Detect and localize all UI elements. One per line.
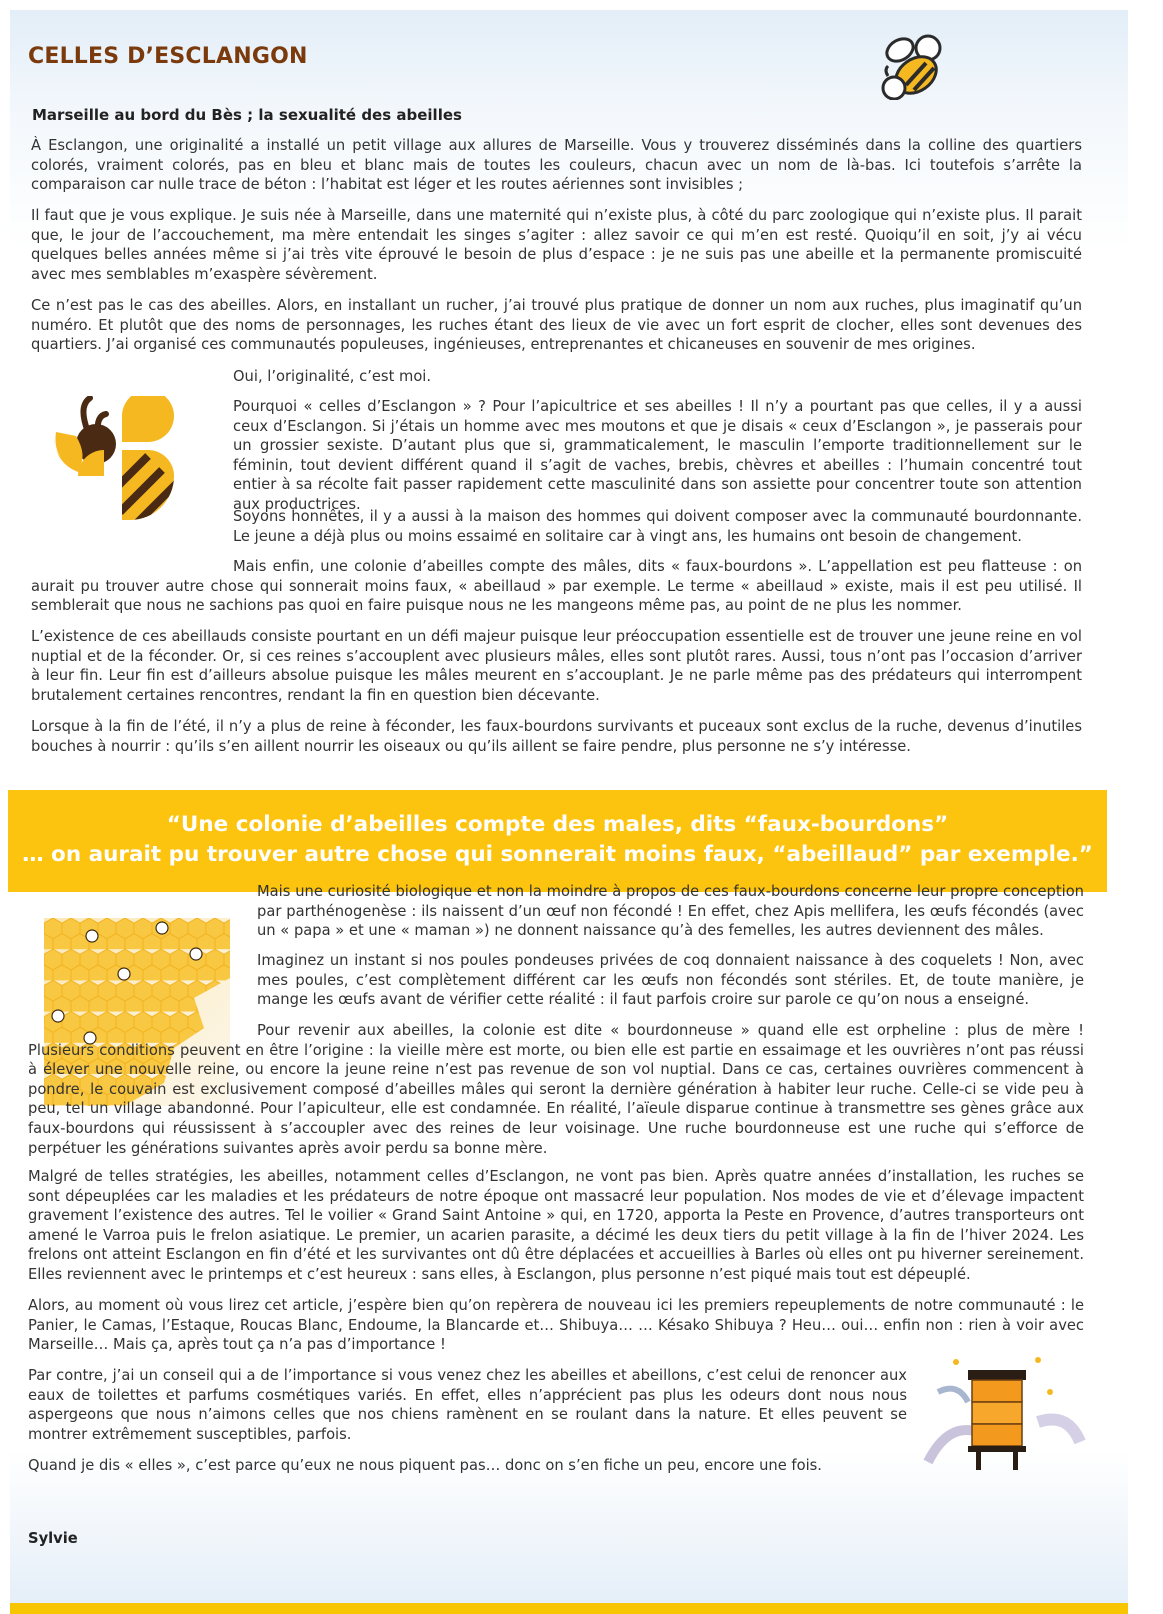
paragraph-4: Oui, l’originalité, c’est moi.	[233, 368, 432, 385]
paragraph-15: Par contre, j’ai un conseil qui a de l’importance si vous venez chez les abeilles et abeillons, c’est celui de renoncer aux eaux de toilettes et parfums cosmétiques variés. En effet, elles n’apprécient pas plus les odeurs dont nous nous aspergeons que nous n’aimons celles que nos chiens ramènent en se roulant dans la nature. Et elles peuvent se montrer extrêmement susceptibles, parfois.	[28, 1367, 907, 1443]
paragraph-1: À Esclangon, une originalité a installé un petit village aux allures de Marseille. Vous y trouverez disséminés dans la colline des quartiers colorés, vraiment colorés, pas en bleu et blanc mais de toutes les couleurs, chacun avec un nom de là-bas. Ici toutefois s’arrête la comparaison car nulle trace de béton : l’habitat est léger et les routes aériennes sont invisibles ;	[31, 137, 1082, 194]
paragraph-13: Malgré de telles stratégies, les abeilles, notamment celles d’Esclangon, ne vont pas bien. Après quatre années d’installation, les ruches se sont dépeuplées car les maladies et les prédateurs de notre époque ont massacré leur population. Nos modes de vie et d’élevage impactent gravement l’existence des autres. Tel le voilier « Grand Saint Antoine » qui, en 1720, apporta la Peste en Provence, d’autres transporteurs ont amené le Varroa puis le frelon asiatique. Le premier, un acarien parasite, a décimé les deux tiers du petit village à la fin de l’hiver 2024. Les frelons ont atteint Esclangon en fin d’été et les survivantes ont dû être déplacées et accueillies à Barles où elles ont pu hiverner sereinement. Elles reviennent avec le printemps et c’est heureux : sans elles, à Esclangon, plus personne n’est piqué mais tout est dépeuplé.	[28, 1168, 1084, 1283]
article-subtitle: Marseille au bord du Bès ; la sexualité des abeilles	[32, 106, 462, 124]
paragraph-10: Mais une curiosité biologique et non la moindre à propos de ces faux-bourdons concerne leur propre conception par parthénogenèse : ils naissent d’un œuf non fécondé ! En effet, chez Apis mellifera, les œufs fécondés (avec un « papa » et une « maman ») ne donnent naissance qu’à des femelles, les autres deviennent des mâles.	[257, 883, 1084, 940]
paragraph-7: Mais enfin, une colonie d’abeilles compte des mâles, dits « faux-bourdons ». L’appellation est peu flatteuse : on aurait pu trouver autre chose qui sonnerait moins faux, « abeillaud » par exemple. Le terme « abeillaud » existe, mais il est peu utilisé. Il semblerait que nous ne sachions pas quoi en faire puisque nous ne les mangeons même pas, au point de ne plus les nommer.	[31, 558, 1082, 615]
pull-quote-band	[8, 790, 1107, 892]
paragraph-14: Alors, au moment où vous lirez cet article, j’espère bien qu’on repèrera de nouveau ici les premiers repeuplements de notre communauté : le Panier, le Camas, l’Estaque, Roucas Blanc, Endoume, la Blancarde et… Shibuya… … Késako Shibuya ? Heu… oui… enfin non : rien à voir avec Marseille… Mais ça, après tout ça n’a pas d’importance !	[28, 1297, 1084, 1354]
paragraph-5: Pourquoi « celles d’Esclangon » ? Pour l’apicultrice et ses abeilles ! Il n’y a pourtant pas que celles, il y a aussi ceux d’Esclangon. Si j’étais un homme avec mes moutons et que je disais « ceux d’Esclangon », je passerais pour un grossier sexiste. D’autant plus que si, grammaticalement, le masculin l’emporte traditionnellement sur le féminin, tout devient différent quand il s’agit de vaches, brebis, chèvres et abeilles : l’humain concentré tout entier à sa récolte fait passer rapidement cette masculinité dans son assiette pour concentrer toute son attention aux productrices.	[233, 398, 1082, 513]
paragraph-2: Il faut que je vous explique. Je suis née à Marseille, dans une maternité qui n’existe plus, à côté du parc zoologique qui n’existe plus. Il parait que, le jour de l’accouchement, ma mère entendait les singes s’agiter : allez savoir ce qui m’en est resté. Quoiqu’il en soit, j’y ai vécu quelques belles années même si j’ai très vite éprouvé le besoin de plus d’espace : je ne suis pas une abeille et la permanente promiscuité avec mes semblables m’exaspère sévèrement.	[31, 207, 1082, 283]
stylized-bee-illustration	[48, 396, 188, 526]
pull-quote-line-1: “Une colonie d’abeilles compte des males, dits “faux-bourdons”	[166, 812, 949, 837]
author-signature: Sylvie	[28, 1530, 78, 1547]
paragraph-11: Imaginez un instant si nos poules pondeuses privées de coq donnaient naissance à des coquelets ! Non, avec mes poules, c’est complètement différent car les œufs non fécondés sont stériles. Et, de toute manière, je mange les œufs avant de vérifier cette réalité : il faut parfois croire sur parole ce qu’on nous a enseigné.	[257, 952, 1084, 1009]
footer-bar	[10, 1603, 1128, 1614]
paragraph-6: Soyons honnêtes, il y a aussi à la maison des hommes qui doivent composer avec la communauté bourdonnante. Le jeune a déjà plus ou moins essaimé en solitaire car à vingt ans, les humains ont besoin de changement.	[233, 508, 1082, 545]
paragraph-9: Lorsque à la fin de l’été, il n’y a plus de reine à féconder, les faux-bourdons survivants et puceaux sont exclus de la ruche, devenus d’inutiles bouches à nourrir : qu’ils s’en aillent nourrir les oiseaux ou qu’ils aillent se faire pendre, plus personne ne s’y intéresse.	[31, 718, 1082, 755]
beehive-illustration	[918, 1352, 1088, 1474]
paragraph-3: Ce n’est pas le cas des abeilles. Alors, en installant un rucher, j’ai trouvé plus pratique de donner un nom aux ruches, plus imaginatif qu’un numéro. Et plutôt que des noms de personnages, les ruches étant des lieux de vie avec un fort esprit de clocher, elles sont devenues des quartiers. J’ai organisé ces communautés populeuses, ingénieuses, entreprenantes et chicaneuses en souvenir de mes origines.	[31, 297, 1082, 354]
bee-icon	[878, 30, 948, 100]
pull-quote-line-2: … on aurait pu trouver autre chose qui sonnerait moins faux, “abeillaud” par exemple.”	[22, 842, 1093, 867]
paragraph-16: Quand je dis « elles », c’est parce qu’eux ne nous piquent pas… donc on s’en fiche un peu, encore une fois.	[28, 1457, 822, 1474]
paragraph-8: L’existence de ces abeillauds consiste pourtant en un défi majeur puisque leur préoccupation essentielle est de trouver une jeune reine en vol nuptial et de la féconder. Or, si ces reines s’accouplent avec plusieurs mâles, elles sont plutôt rares. Aussi, tous n’ont pas l’occasion d’arriver à leur fin. Leur fin est d’ailleurs absolue puisque les mâles meurent en s’accouplant. Je ne parle même pas des prédateurs qui interrompent brutalement certaines rencontres, rendant la fin en question bien décevante.	[31, 628, 1082, 704]
page-title: CELLES D’ESCLANGON	[28, 44, 308, 69]
paragraph-12: Pour revenir aux abeilles, la colonie est dite « bourdonneuse » quand elle est orpheline : plus de mère ! Plusieurs conditions peuvent en être l’origine : la vieille mère est morte, ou bien elle est partie en essaimage et les ouvrières n’ont pas réussi à élever une nouvelle reine, ou encore la jeune reine n’est pas revenue de son vol nuptial. Dans ce cas, certaines ouvrières commencent à pondre, le couvain est exclusivement composé d’abeilles mâles qui seront la dernière génération à habiter leur ruche. Celle-ci se vide peu à peu, tel un village abandonné. Pour l’apiculteur, elle est condamnée. En réalité, l’aïeule disparue continue à transmettre ses gènes grâce aux faux-bourdons qui réussissent à s’accoupler avec des reines de leur voisinage. Une ruche bourdonneuse est une ruche qui s’efforce de perpétuer les générations suivantes après avoir perdu sa bonne mère.	[28, 1022, 1084, 1157]
